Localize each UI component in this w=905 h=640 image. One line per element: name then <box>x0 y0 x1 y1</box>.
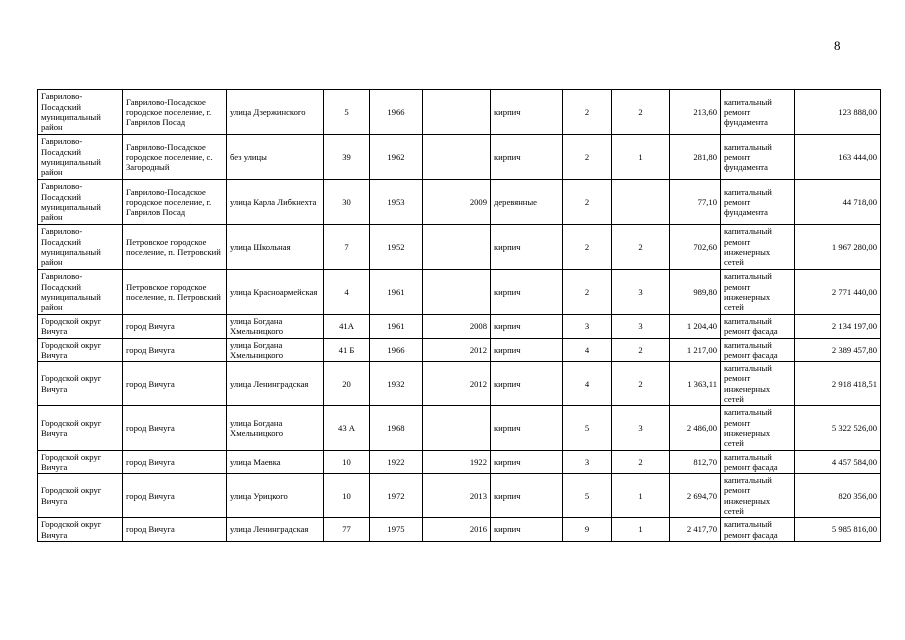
cell-built: 1962 <box>370 135 423 180</box>
cell-district: Городской округ Вичуга <box>38 406 123 450</box>
cell-repair-year: 2013 <box>423 474 491 518</box>
cell-street: без улицы <box>227 135 324 180</box>
cell-settlement: Петровское городское поселение, п. Петровский <box>123 225 227 270</box>
cell-material: кирпич <box>491 225 563 270</box>
cell-material: кирпич <box>491 362 563 406</box>
cell-area: 213,60 <box>670 90 721 135</box>
cell-cost: 2 389 457,80 <box>795 338 881 362</box>
cell-street: улица Богдана Хмельницкого <box>227 315 324 339</box>
cell-material: деревянные <box>491 180 563 225</box>
cell-repair-year: 2016 <box>423 518 491 542</box>
table-row <box>38 474 881 518</box>
cell-street: улица Красноармейская <box>227 270 324 315</box>
cell-repair-year: 2008 <box>423 315 491 339</box>
cell-settlement: город Вичуга <box>123 338 227 362</box>
cell-area: 1 204,40 <box>670 315 721 339</box>
cell-area: 281,80 <box>670 135 721 180</box>
table-body <box>38 90 881 542</box>
cell-built: 1968 <box>370 406 423 450</box>
cell-cost: 44 718,00 <box>795 180 881 225</box>
cell-settlement: город Вичуга <box>123 450 227 474</box>
cell-district: Гаврилово-Посадский муниципальный район <box>38 225 123 270</box>
cell-district: Гаврилово-Посадский муниципальный район <box>38 180 123 225</box>
cell-floors: 2 <box>563 135 612 180</box>
cell-area: 1 217,00 <box>670 338 721 362</box>
cell-built: 1961 <box>370 270 423 315</box>
cell-work: капитальный ремонт инженерных сетей <box>721 406 795 450</box>
table-row <box>38 450 881 474</box>
cell-street: улица Богдана Хмельницкого <box>227 338 324 362</box>
table-row <box>38 315 881 339</box>
cell-area: 812,70 <box>670 450 721 474</box>
cell-entrances <box>612 180 670 225</box>
cell-area: 77,10 <box>670 180 721 225</box>
cell-house: 43 А <box>324 406 370 450</box>
cell-floors: 4 <box>563 362 612 406</box>
cell-house: 10 <box>324 450 370 474</box>
cell-floors: 2 <box>563 180 612 225</box>
cell-work: капитальный ремонт фасада <box>721 338 795 362</box>
cell-repair-year <box>423 225 491 270</box>
cell-floors: 2 <box>563 90 612 135</box>
cell-street: улица Богдана Хмельницкого <box>227 406 324 450</box>
cell-settlement: Петровское городское поселение, п. Петровский <box>123 270 227 315</box>
cell-house: 41 Б <box>324 338 370 362</box>
cell-cost: 5 985 816,00 <box>795 518 881 542</box>
cell-district: Гаврилово-Посадский муниципальный район <box>38 270 123 315</box>
cell-work: капитальный ремонт инженерных сетей <box>721 474 795 518</box>
cell-work: капитальный ремонт фундамента <box>721 90 795 135</box>
table-row <box>38 135 881 180</box>
cell-house: 10 <box>324 474 370 518</box>
cell-entrances: 1 <box>612 135 670 180</box>
cell-settlement: город Вичуга <box>123 474 227 518</box>
table-row <box>38 406 881 450</box>
cell-repair-year <box>423 90 491 135</box>
buildings-repair-table <box>37 89 881 542</box>
cell-cost: 2 918 418,51 <box>795 362 881 406</box>
cell-repair-year <box>423 135 491 180</box>
cell-floors: 2 <box>563 225 612 270</box>
cell-floors: 4 <box>563 338 612 362</box>
cell-floors: 5 <box>563 474 612 518</box>
cell-district: Городской округ Вичуга <box>38 518 123 542</box>
cell-entrances: 1 <box>612 474 670 518</box>
cell-district: Городской округ Вичуга <box>38 338 123 362</box>
cell-built: 1922 <box>370 450 423 474</box>
cell-street: улица Дзержинского <box>227 90 324 135</box>
cell-district: Гаврилово-Посадский муниципальный район <box>38 90 123 135</box>
cell-street: улица Ленинградская <box>227 362 324 406</box>
cell-house: 77 <box>324 518 370 542</box>
cell-material: кирпич <box>491 135 563 180</box>
cell-material: кирпич <box>491 90 563 135</box>
table-row <box>38 180 881 225</box>
cell-material: кирпич <box>491 315 563 339</box>
cell-floors: 2 <box>563 270 612 315</box>
cell-material: кирпич <box>491 338 563 362</box>
cell-settlement: Гаврилово-Посадское городское поселение, г. Гаврилов Посад <box>123 180 227 225</box>
cell-cost: 2 134 197,00 <box>795 315 881 339</box>
table-row <box>38 362 881 406</box>
cell-built: 1932 <box>370 362 423 406</box>
cell-cost: 820 356,00 <box>795 474 881 518</box>
cell-floors: 9 <box>563 518 612 542</box>
cell-cost: 4 457 584,00 <box>795 450 881 474</box>
cell-cost: 163 444,00 <box>795 135 881 180</box>
cell-built: 1966 <box>370 90 423 135</box>
cell-built: 1961 <box>370 315 423 339</box>
cell-entrances: 2 <box>612 362 670 406</box>
cell-built: 1975 <box>370 518 423 542</box>
cell-house: 41А <box>324 315 370 339</box>
cell-floors: 3 <box>563 450 612 474</box>
cell-repair-year: 2009 <box>423 180 491 225</box>
cell-settlement: город Вичуга <box>123 315 227 339</box>
cell-cost: 2 771 440,00 <box>795 270 881 315</box>
table-row <box>38 518 881 542</box>
cell-house: 30 <box>324 180 370 225</box>
cell-area: 2 694,70 <box>670 474 721 518</box>
cell-material: кирпич <box>491 518 563 542</box>
cell-street: улица Школьная <box>227 225 324 270</box>
cell-material: кирпич <box>491 270 563 315</box>
cell-cost: 5 322 526,00 <box>795 406 881 450</box>
cell-settlement: Гаврилово-Посадское городское поселение, г. Гаврилов Посад <box>123 90 227 135</box>
cell-built: 1953 <box>370 180 423 225</box>
cell-entrances: 1 <box>612 518 670 542</box>
cell-area: 989,80 <box>670 270 721 315</box>
cell-work: капитальный ремонт инженерных сетей <box>721 225 795 270</box>
cell-work: капитальный ремонт инженерных сетей <box>721 362 795 406</box>
cell-district: Городской округ Вичуга <box>38 474 123 518</box>
cell-street: улица Карла Либкнехта <box>227 180 324 225</box>
cell-repair-year <box>423 406 491 450</box>
cell-work: капитальный ремонт фундамента <box>721 180 795 225</box>
cell-floors: 3 <box>563 315 612 339</box>
cell-work: капитальный ремонт инженерных сетей <box>721 270 795 315</box>
cell-entrances: 3 <box>612 406 670 450</box>
table-row <box>38 338 881 362</box>
table-row <box>38 90 881 135</box>
cell-area: 1 363,11 <box>670 362 721 406</box>
cell-settlement: Гаврилово-Посадское городское поселение, с. Загородный <box>123 135 227 180</box>
cell-settlement: город Вичуга <box>123 406 227 450</box>
cell-street: улица Маевка <box>227 450 324 474</box>
cell-entrances: 3 <box>612 315 670 339</box>
cell-house: 20 <box>324 362 370 406</box>
cell-area: 702,60 <box>670 225 721 270</box>
cell-cost: 123 888,00 <box>795 90 881 135</box>
cell-district: Гаврилово-Посадский муниципальный район <box>38 135 123 180</box>
cell-floors: 5 <box>563 406 612 450</box>
cell-entrances: 2 <box>612 450 670 474</box>
cell-material: кирпич <box>491 474 563 518</box>
cell-material: кирпич <box>491 406 563 450</box>
cell-material: кирпич <box>491 450 563 474</box>
cell-work: капитальный ремонт фасада <box>721 518 795 542</box>
cell-repair-year: 1922 <box>423 450 491 474</box>
cell-district: Городской округ Вичуга <box>38 362 123 406</box>
cell-street: улица Урицкого <box>227 474 324 518</box>
cell-area: 2 417,70 <box>670 518 721 542</box>
cell-repair-year: 2012 <box>423 362 491 406</box>
cell-entrances: 2 <box>612 90 670 135</box>
cell-work: капитальный ремонт фасада <box>721 450 795 474</box>
cell-built: 1952 <box>370 225 423 270</box>
cell-house: 7 <box>324 225 370 270</box>
cell-entrances: 3 <box>612 270 670 315</box>
cell-district: Городской округ Вичуга <box>38 450 123 474</box>
cell-built: 1972 <box>370 474 423 518</box>
cell-house: 5 <box>324 90 370 135</box>
cell-street: улица Ленинградская <box>227 518 324 542</box>
cell-cost: 1 967 280,00 <box>795 225 881 270</box>
cell-repair-year <box>423 270 491 315</box>
cell-district: Городской округ Вичуга <box>38 315 123 339</box>
cell-entrances: 2 <box>612 225 670 270</box>
table-row <box>38 270 881 315</box>
cell-settlement: город Вичуга <box>123 362 227 406</box>
cell-entrances: 2 <box>612 338 670 362</box>
table-row <box>38 225 881 270</box>
cell-built: 1966 <box>370 338 423 362</box>
cell-repair-year: 2012 <box>423 338 491 362</box>
cell-work: капитальный ремонт фундамента <box>721 135 795 180</box>
cell-house: 4 <box>324 270 370 315</box>
cell-work: капитальный ремонт фасада <box>721 315 795 339</box>
cell-house: 39 <box>324 135 370 180</box>
cell-settlement: город Вичуга <box>123 518 227 542</box>
page-number: 8 <box>834 38 841 53</box>
cell-area: 2 486,00 <box>670 406 721 450</box>
